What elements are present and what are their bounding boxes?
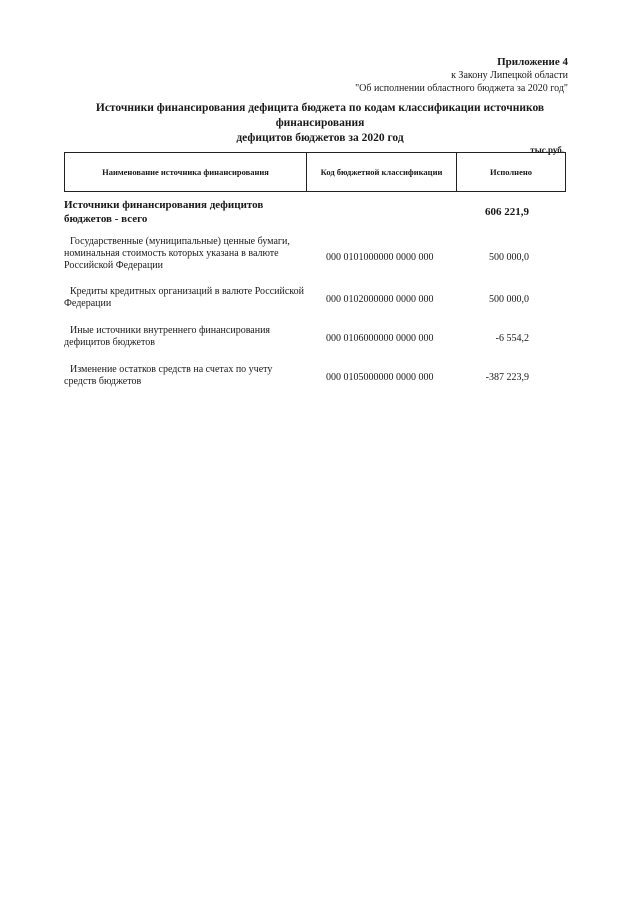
total-value: 606 221,9 xyxy=(485,206,529,218)
row-code: 000 0102000000 0000 000 xyxy=(326,294,434,305)
appendix-law-name: "Об исполнении областного бюджета за 2020 год" xyxy=(355,83,568,94)
title-line-2: дефицитов бюджетов за 2020 год xyxy=(236,132,404,144)
row-code: 000 0101000000 0000 000 xyxy=(326,252,434,263)
row-value: 500 000,0 xyxy=(489,252,529,263)
table-header xyxy=(64,152,566,192)
appendix-law-ref: к Закону Липецкой области xyxy=(451,70,568,81)
header-budget-code: Код бюджетной классификации xyxy=(307,153,457,191)
document-title xyxy=(70,101,570,146)
row-value: 500 000,0 xyxy=(489,294,529,305)
row-name: Государственные (муниципальные) ценные бумаги, номинальная стоимость которых указана в валюте Российской Федерации xyxy=(64,236,290,271)
appendix-title: Приложение 4 xyxy=(497,56,568,68)
header-executed: Исполнено xyxy=(489,167,532,177)
appendix-block xyxy=(355,56,568,95)
row-value: -387 223,9 xyxy=(485,372,529,383)
row-name: Кредиты кредитных организаций в валюте Российской Федерации xyxy=(64,286,304,309)
total-name: Источники финансирования дефицитов бюджетов - всего xyxy=(64,199,264,225)
row-value: -6 554,2 xyxy=(495,333,529,344)
row-code: 000 0105000000 0000 000 xyxy=(326,372,434,383)
row-name: Изменение остатков средств на счетах по учету средств бюджетов xyxy=(64,364,273,387)
units-label: тыс.руб. xyxy=(530,145,564,155)
row-name: Иные источники внутреннего финансирования дефицитов бюджетов xyxy=(64,325,271,348)
title-line-1: Источники финансирования дефицита бюджета по кодам классификации источников финансирования xyxy=(95,102,545,129)
header-source-name: Наименование источника финансирования xyxy=(65,153,307,191)
row-code: 000 0106000000 0000 000 xyxy=(326,333,434,344)
